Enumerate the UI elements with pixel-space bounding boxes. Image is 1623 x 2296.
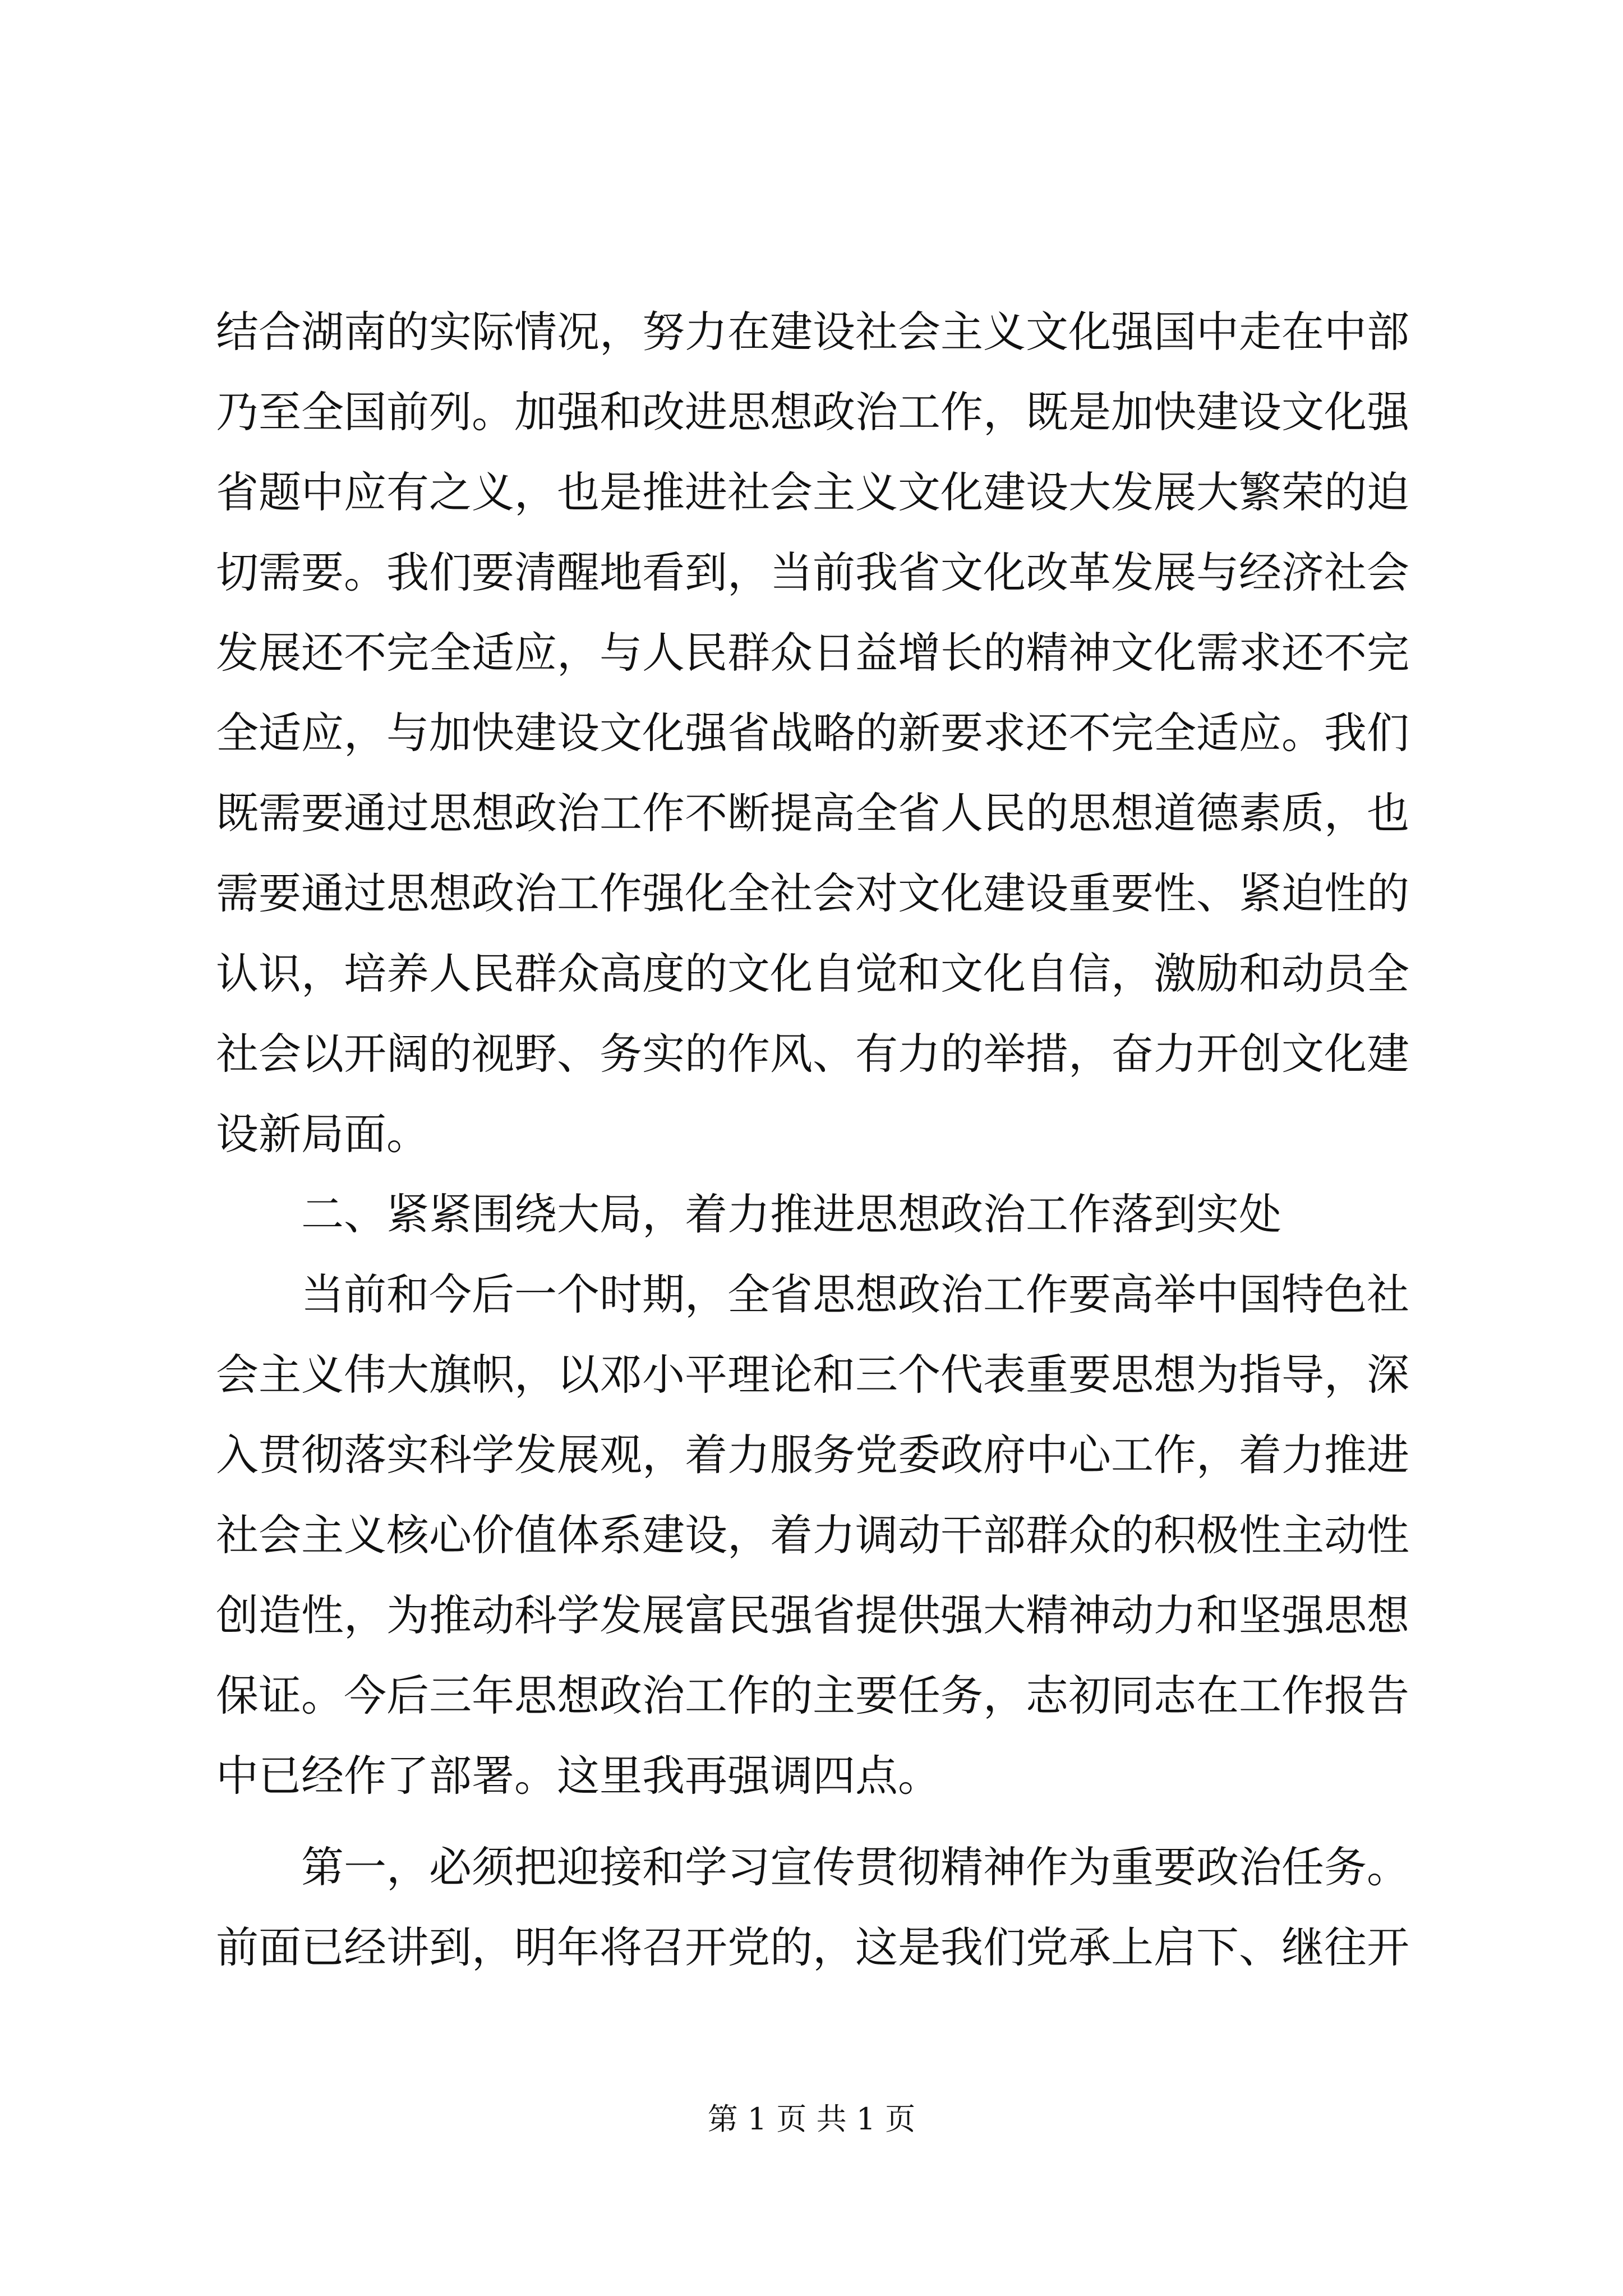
text-line: 社会主义核心价值体系建设，着力调动干部群众的积极性主动性 <box>216 1510 1409 1560</box>
page-footer: 第 1 页 共 1 页 <box>707 2101 916 2137</box>
paragraph-3 <box>216 1827 1408 1987</box>
paragraph-1 <box>216 292 1408 1174</box>
body-text <box>216 292 1408 1987</box>
text-line: 入贯彻落实科学发展观，着力服务党委政府中心工作，着力推进 <box>216 1430 1409 1480</box>
section-heading <box>216 1174 1408 1254</box>
text-line: 设新局面。 <box>216 1109 429 1159</box>
text-line: 会主义伟大旗帜，以邓小平理论和三个代表重要思想为指导，深 <box>216 1350 1409 1400</box>
text-line: 创造性，为推动科学发展富民强省提供强大精神动力和坚强思想 <box>216 1590 1409 1640</box>
text-line: 第一，必须把迎接和学习宣传贯彻精神作为重要政治任务。 <box>301 1842 1409 1892</box>
text-line: 保证。今后三年思想政治工作的主要任务，志初同志在工作报告 <box>216 1671 1409 1720</box>
text-line: 切需要。我们要清醒地看到，当前我省文化改革发展与经济社会 <box>216 547 1409 597</box>
text-line: 全适应，与加快建设文化强省战略的新要求还不完全适应。我们 <box>216 708 1409 758</box>
text-line: 社会以开阔的视野、务实的作风、有力的举措，奋力开创文化建 <box>216 1029 1409 1079</box>
paragraph-2 <box>216 1254 1408 1816</box>
text-line: 认识，培养人民群众高度的文化自觉和文化自信，激励和动员全 <box>216 949 1409 999</box>
text-line: 当前和今后一个时期，全省思想政治工作要高举中国特色社 <box>301 1269 1409 1319</box>
heading-line: 二、紧紧围绕大局，着力推进思想政治工作落到实处 <box>301 1189 1281 1239</box>
text-line: 需要通过思想政治工作强化全社会对文化建设重要性、紧迫性的 <box>216 868 1409 918</box>
text-line: 省题中应有之义，也是推进社会主义文化建设大发展大繁荣的迫 <box>216 467 1409 517</box>
paragraph-gap <box>216 1816 1408 1827</box>
text-line: 结合湖南的实际情况，努力在建设社会主义文化强国中走在中部 <box>216 307 1409 357</box>
text-line: 前面已经讲到，明年将召开党的，这是我们党承上启下、继往开 <box>216 1922 1409 1972</box>
text-line: 发展还不完全适应，与人民群众日益增长的精神文化需求还不完 <box>216 628 1409 678</box>
text-line: 既需要通过思想政治工作不断提高全省人民的思想道德素质，也 <box>216 788 1409 838</box>
text-line: 中已经作了部署。这里我再强调四点。 <box>216 1751 940 1801</box>
text-line: 乃至全国前列。加强和改进思想政治工作，既是加快建设文化强 <box>216 387 1409 437</box>
